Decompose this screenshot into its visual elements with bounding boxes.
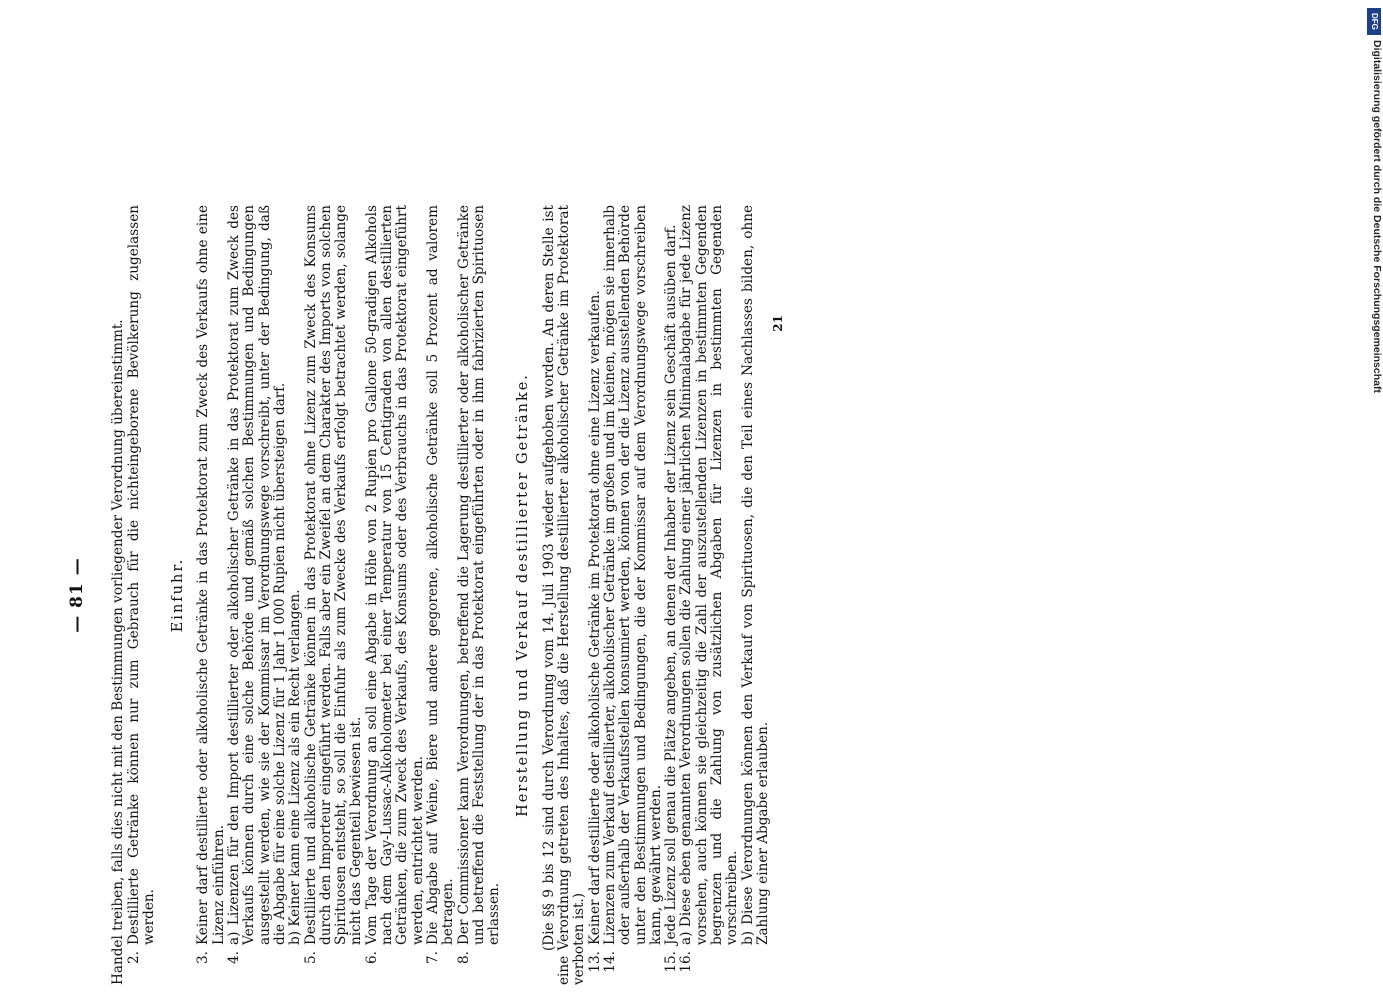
list-item <box>664 205 679 985</box>
item-text <box>227 205 288 945</box>
sub-label: a) <box>226 931 243 945</box>
list-item <box>457 205 503 985</box>
list-item <box>426 205 457 985</box>
list-item <box>588 205 603 985</box>
sub-label: b) <box>287 930 304 945</box>
item-number: 13. <box>586 951 603 973</box>
item-text: Vom Tage der Verordnung an soll eine Abgabe in Höhe von 2 Rupien pro Gallone 50-gradigen Alkohols nach dem Gay-Lussac-Alkoholometer bei einer Temperatur von 15 Centigraden von allen destillierten Getränken, die zum Zweck des Verkaufs, des Konsums oder des Verbrauchs in das Protektorat eingeführt werden, entrichtet werden. <box>363 205 426 945</box>
item-text: Destillierte und alkoholische Getränke können in das Protektorat ohne Lizenz zum Zweck des Konsums durch den Importeur eingeführt werden. Falls aber ein Zweifel an dem Charakter des Imports von solchen Spirituosen entsteht, so soll die Einfuhr als zum Zwecke des Verkaufs erfolgt betrachtet werden, solange nicht das Gegenteil bewiesen ist. <box>302 205 365 945</box>
item-number <box>288 945 303 985</box>
item-text: Der Commissioner kann Verordnungen, betreffend die Lagerung destillierter oder alkoholischer Getränke und betreffend die Feststellung der in das Protektorat eingeführten oder in ihm fabrizierten Spirituosen erlassen. <box>455 205 503 945</box>
item-number: 5. <box>302 951 319 964</box>
item-number: 14. <box>601 951 618 973</box>
list-item <box>127 205 158 985</box>
list-item <box>741 205 772 985</box>
page-number: — 81 — <box>67 557 87 633</box>
list-item <box>227 205 288 985</box>
list-item <box>365 205 426 985</box>
dfg-funding-notice: Digitalisierung gefördert durch die Deutsche Forschungsgemeinschaft <box>1371 40 1383 393</box>
list-item <box>603 205 664 985</box>
section-note: (Die §§ 9 bis 12 sind durch Verordnung vom 14. Juli 1903 wieder aufgehoben worden. An deren Stelle ist eine Verordnung getreten des Inhaltes, daß die Herstellung destillierter alkoholischer Getränke im Protektorat verboten ist.) <box>540 205 588 985</box>
list-item <box>679 205 740 985</box>
sub-label: b) <box>739 930 756 945</box>
document-page <box>67 204 1220 985</box>
item-text <box>741 205 772 945</box>
section-heading-einfuhr: Einfuhr. <box>170 557 187 633</box>
item-text: Destillierte Getränke können nur zum Gebrauch für die nichteingeborene Bevölkerung zugelassen werden. <box>125 205 157 945</box>
intro-paragraph: Handel treiben, falls dies nicht mit den Bestimmungen vorliegender Verordnung übereinstimmt. <box>110 319 127 985</box>
item-number: 8. <box>455 951 472 964</box>
item-number: 15. <box>663 951 680 973</box>
item-text <box>288 205 303 945</box>
sub-text: Lizenzen für den Import destillierter oder alkoholischer Getränke in das Protektorat zum Zweck des Verkaufs können durch eine solche Behörde und gemäß solchen Bestimmungen und Bedingungen ausgestellt werden, wie sie der Kommissar im Verordnungswege vorschreibt, unter der Bedingung, daß die Abgabe für eine solche Lizenz für 1 Jahr 1 000 Rupien nicht übersteigen darf. <box>226 204 288 945</box>
section-heading-herstellung: Herstellung und Verkauf destillierter Getränke. <box>515 373 532 817</box>
item-number: 2. <box>125 951 142 964</box>
item-number: 3. <box>195 951 212 964</box>
signature-mark: 21 <box>771 315 786 332</box>
list-item <box>196 205 227 985</box>
item-number <box>741 945 772 985</box>
item-number: 4. <box>226 951 243 964</box>
item-number: 16. <box>678 951 695 973</box>
item-number: 7. <box>424 951 441 964</box>
item-text <box>679 205 740 945</box>
item-text: Jede Lizenz soll genau die Plätze angeben, an denen der Inhaber der Lizenz sein Geschäft ausüben darf. <box>663 224 680 945</box>
list-item <box>304 205 365 985</box>
item-text: Keiner darf destillierte oder alkoholische Getränke in das Protektorat zum Zweck des Verkaufs ohne eine Lizenz einführen. <box>195 205 227 945</box>
item-text: Keiner darf destillierte oder alkoholische Getränke im Protektorat ohne eine Lizenz verkaufen. <box>586 290 603 945</box>
item-number: 6. <box>363 951 380 964</box>
item-text: Lizenzen zum Verkauf destillierter, alkoholischer Getränke im großen und im kleinen, mögen sie innerhalb oder außerhalb der Verkaufsstellen konsumiert werden, können von der die Lizenz ausstellenden Behörde unter den Bestimmungen und Bedingungen, die der Kommissar auf dem Verordnungswege vorschreiben kann, gewährt werden. <box>601 205 664 945</box>
sub-text: Diese eben genannten Verordnungen sollen die Zahlung einer jährlichen Minimalabgabe für jede Lizenz vorsehen, auch können sie gleichzeitig die Zahl der auszustellenden Lizenzen in bestimmten Gegenden begrenzen und die Zahlung von zusätzlichen Abgaben für Lizenzen in bestimmten Gegenden vorschreiben. <box>678 205 741 945</box>
dfg-logo: DFG <box>1367 8 1381 35</box>
sub-text: Keiner kann eine Lizenz als ein Recht verlangen. <box>287 589 304 927</box>
sub-text: Diese Verordnungen können den Verkauf von Spirituosen, die den Teil eines Nachlasses bilden, ohne Zahlung einer Abgabe erlauben. <box>739 204 771 945</box>
sub-label: a) <box>678 931 695 945</box>
item-text: Die Abgabe auf Weine, Biere und andere gegorene, alkoholische Getränke soll 5 Prozent ad valorem betragen. <box>424 205 457 945</box>
list-item <box>288 205 303 985</box>
